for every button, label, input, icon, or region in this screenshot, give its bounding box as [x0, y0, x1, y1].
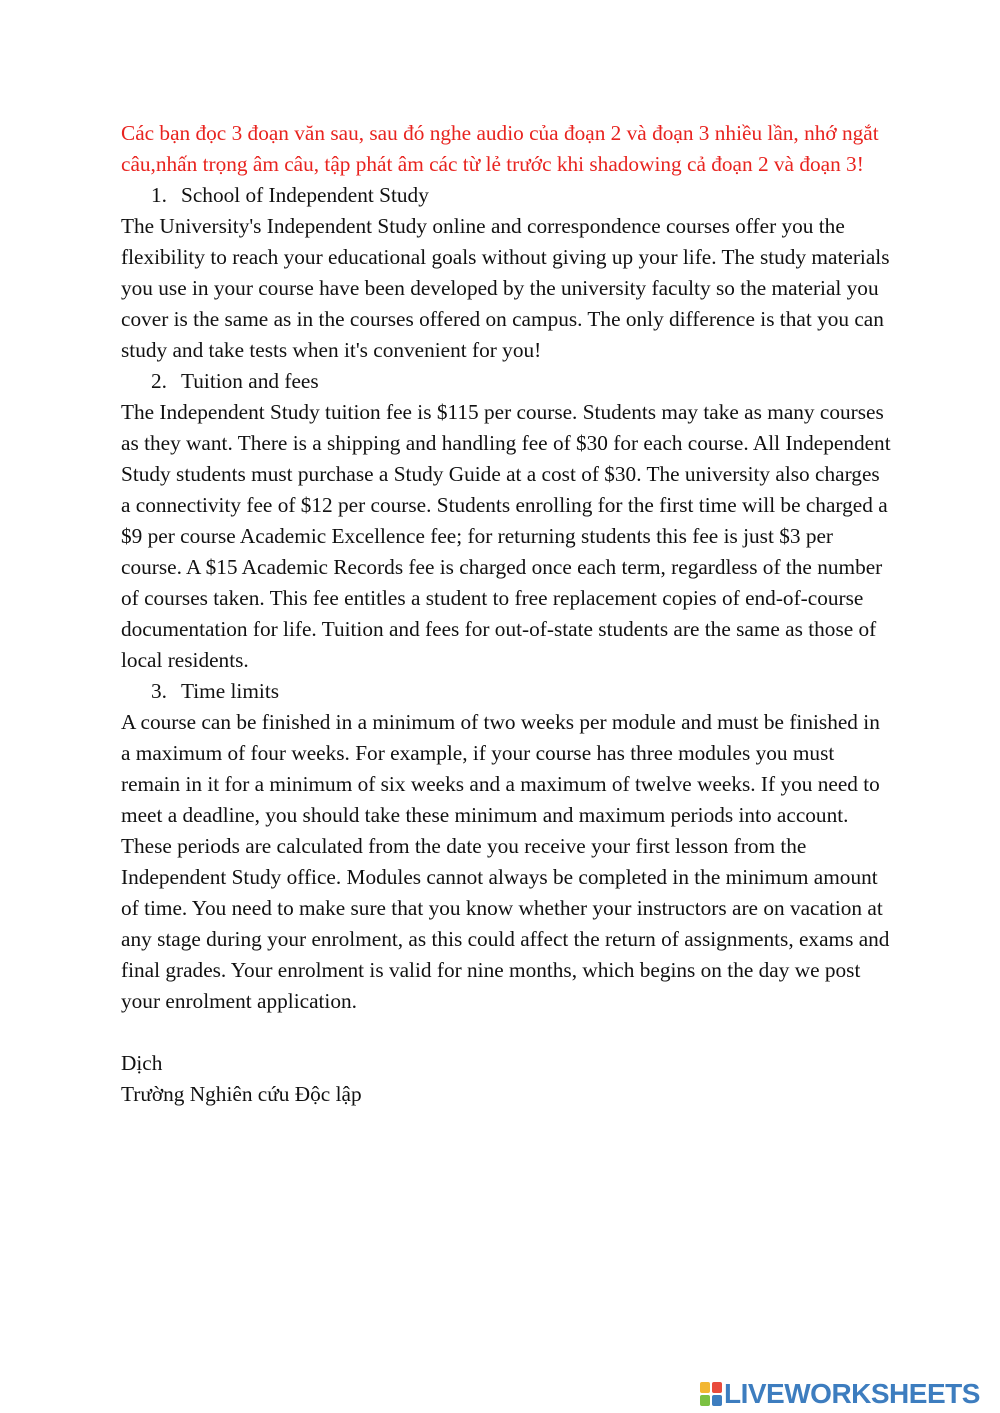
section-heading-3 — [121, 676, 891, 707]
section-title: Tuition and fees — [181, 369, 319, 393]
section-number: 1. — [151, 183, 167, 207]
instruction-text: Các bạn đọc 3 đoạn văn sau, sau đó nghe audio của đoạn 2 và đoạn 3 nhiều lần, nhớ ngắt câu,nhấn trọng âm câu, tập phát âm các từ lẻ trước khi shadowing cả đoạn 2 và đoạn 3! — [121, 121, 879, 176]
translation-title: Trường Nghiên cứu Độc lập — [121, 1082, 362, 1106]
spacer — [121, 1017, 891, 1048]
section-title: Time limits — [181, 679, 280, 703]
logo-text: LIVEWORKSHEETS — [724, 1378, 980, 1409]
section-heading-1 — [121, 180, 891, 211]
section-title: School of Independent Study — [181, 183, 429, 207]
section-body-2: The Independent Study tuition fee is $115 per course. Students may take as many courses as they want. There is a shipping and handling fee of $30 for each course. All Independent Study students must purchase a Study Guide at a cost of $30. The university also charges a connectivity fee of $12 per course. Students enrolling for the first time will be charged a $9 per course Academic Excellence fee; for returning students this fee is just $3 per course. A $15 Academic Records fee is charged once each term, regardless of the number of courses taken. This fee entitles a student to free replacement copies of end-of-course documentation for life. Tuition and fees for out-of-state students are the same as those of local residents. — [121, 400, 891, 672]
section-body-3: A course can be finished in a minimum of two weeks per module and must be finished in a maximum of four weeks. For example, if your course has three modules you must remain in it for a minimum of six weeks and a maximum of twelve weeks. If you need to meet a deadline, you should take these minimum and maximum periods into account. These periods are calculated from the date you receive your first lesson from the Independent Study office. Modules cannot always be completed in the minimum amount of time. You need to make sure that you know whether your instructors are on vacation at any stage during your enrolment, as this could affect the return of assignments, exams and final grades. Your enrolment is valid for nine months, which begins on the day we post your enrolment application. — [121, 710, 890, 1013]
liveworksheets-logo[interactable] — [700, 1377, 980, 1411]
section-heading-2 — [121, 366, 891, 397]
document-page — [121, 118, 891, 1110]
translation-label: Dịch — [121, 1051, 163, 1075]
section-number: 2. — [151, 369, 167, 393]
section-body-1: The University's Independent Study online and correspondence courses offer you the flexibility to reach your educational goals without giving up your life. The study materials you use in your course have been developed by the university faculty so the material you cover is the same as in the courses offered on campus. The only difference is that you can study and take tests when it's convenient for you! — [121, 214, 890, 362]
section-number: 3. — [151, 679, 167, 703]
logo-icon — [700, 1382, 722, 1406]
